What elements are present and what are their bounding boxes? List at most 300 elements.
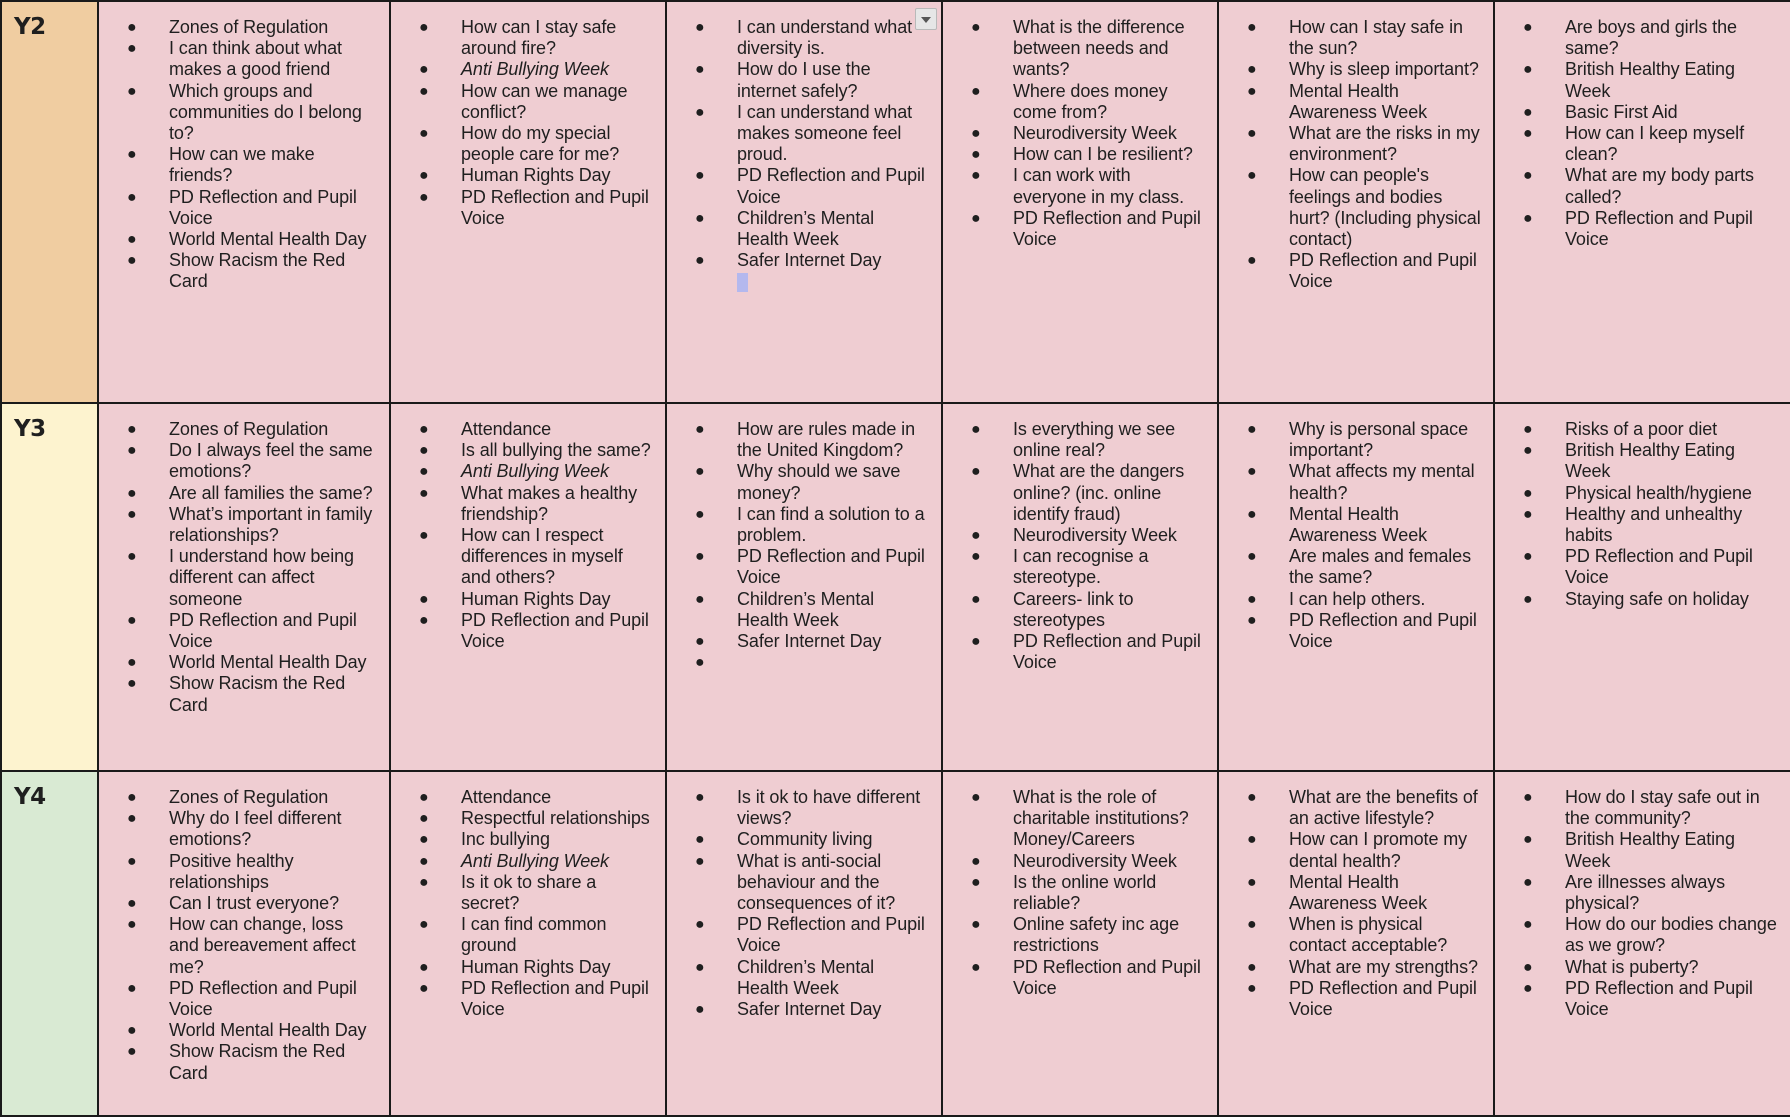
list-item-text: Which groups and communities do I belong to? [169, 80, 362, 144]
list-item [1219, 165, 1481, 250]
topic-cell[interactable] [666, 1, 942, 403]
bullet-icon: ● [971, 209, 981, 227]
list-item-text: Zones of Regulation [169, 17, 329, 37]
list-item [1495, 419, 1778, 440]
bullet-icon: ● [419, 527, 429, 545]
list-item-text: Why should we save money? [737, 461, 901, 503]
bullet-icon: ● [1247, 548, 1257, 566]
topic-cell[interactable] [666, 771, 942, 1116]
text-cursor-highlight [667, 271, 929, 292]
list-item [391, 81, 653, 123]
list-item-text: Show Racism the Red Card [169, 673, 346, 715]
list-item [667, 504, 929, 546]
list-item-text: PD Reflection and Pupil Voice [1565, 546, 1753, 588]
list-item-text: World Mental Health Day [169, 1020, 367, 1041]
bullet-icon: ● [971, 958, 981, 976]
table-row [1, 403, 1790, 771]
bullet-icon: ● [971, 421, 981, 438]
bullet-icon: ● [1523, 442, 1533, 460]
bullet-icon: ● [695, 590, 705, 608]
list-item-text: I understand how being different can affect someone [169, 546, 354, 609]
bullet-icon: ● [127, 505, 137, 523]
list-item [667, 165, 929, 207]
bullet-icon: ● [1247, 979, 1257, 997]
list-item-text: PD Reflection and Pupil Voice [737, 546, 925, 588]
list-item-text: I can work with everyone in my class. [1013, 165, 1184, 207]
list-item-text: Is all bullying the same? [461, 440, 651, 461]
chevron-down-icon[interactable] [915, 8, 937, 30]
list-item [1219, 123, 1481, 165]
list-item-text: Safer Internet Day [737, 631, 882, 652]
bullet-icon: ● [1523, 789, 1533, 806]
topic-list [667, 404, 941, 672]
list-item [391, 851, 653, 872]
list-item [391, 17, 653, 59]
list-item [1219, 610, 1481, 652]
list-item [99, 504, 377, 546]
list-item [1219, 419, 1481, 461]
list-item-text: Respectful relationships [461, 808, 650, 829]
list-item-text: How do I stay safe out in the community? [1565, 787, 1760, 829]
topic-list [391, 2, 665, 229]
list-item-text: How can I promote my dental health? [1289, 829, 1468, 871]
year-cell[interactable] [1, 771, 98, 1116]
list-item-text: What are the risks in my environment? [1289, 123, 1480, 165]
list-item-text: Healthy and unhealthy habits [1565, 503, 1743, 546]
list-item [1495, 165, 1778, 207]
bullet-icon: ● [695, 505, 705, 523]
list-item [99, 610, 377, 652]
list-item-text: What are the dangers online? (inc. online identify fraud) [1013, 461, 1185, 524]
list-item [391, 829, 653, 850]
bullet-icon: ● [127, 231, 137, 249]
bullet-icon: ● [419, 61, 429, 79]
bullet-icon: ● [1523, 167, 1533, 185]
list-item-text: Anti Bullying Week [461, 59, 609, 80]
bullet-icon: ● [695, 167, 705, 185]
bullet-icon: ● [1247, 611, 1257, 629]
list-item-text: How can I stay safe around fire? [461, 17, 617, 59]
list-item [1495, 872, 1778, 914]
topic-list [391, 404, 665, 652]
bullet-icon: ● [419, 916, 429, 934]
list-item [1219, 504, 1481, 546]
bullet-icon: ● [695, 421, 705, 438]
list-item [943, 165, 1205, 207]
list-item [1495, 208, 1778, 250]
list-item-text: Anti Bullying Week [461, 850, 609, 871]
bullet-icon: ● [127, 810, 137, 828]
bullet-icon: ● [971, 852, 981, 870]
list-item-text: How can we make friends? [169, 144, 315, 186]
bullet-icon: ● [695, 463, 705, 481]
bullet-icon: ● [419, 167, 429, 185]
bullet-icon: ● [971, 146, 981, 164]
bullet-icon: ● [695, 789, 705, 806]
list-item [391, 59, 653, 80]
topic-list [1219, 404, 1493, 652]
list-item-text: I can understand what diversity is. [737, 17, 913, 59]
topic-cell[interactable] [942, 1, 1218, 403]
bullet-icon: ● [1523, 916, 1533, 934]
list-item-text: Are all families the same? [169, 482, 373, 503]
table-row [1, 771, 1790, 1116]
bullet-icon: ● [1523, 958, 1533, 976]
bullet-icon: ● [1523, 590, 1533, 608]
bullet-icon: ● [695, 103, 705, 121]
bullet-icon: ● [127, 19, 137, 36]
list-item [391, 808, 653, 829]
bullet-icon: ● [695, 252, 705, 270]
list-item [1219, 829, 1481, 871]
list-item [391, 165, 653, 186]
list-item-text: Is it ok to share a secret? [461, 871, 597, 914]
list-item [1219, 787, 1481, 829]
bullet-icon: ● [127, 421, 137, 438]
list-item-text: Children’s Mental Health Week [737, 956, 875, 998]
list-item-text: Why is sleep important? [1289, 59, 1479, 80]
year-cell[interactable] [1, 403, 98, 771]
list-item-text: What are my strengths? [1289, 956, 1478, 977]
topic-list [99, 404, 389, 716]
topic-list [99, 772, 389, 1084]
list-item [1219, 546, 1481, 588]
bullet-icon: ● [1523, 209, 1533, 227]
list-item-text: Positive healthy relationships [169, 850, 294, 892]
bullet-icon: ● [1247, 61, 1257, 79]
list-item-text: PD Reflection and Pupil Voice [1013, 956, 1201, 998]
bullet-icon: ● [419, 590, 429, 608]
list-item [99, 38, 377, 80]
list-item [667, 829, 929, 850]
topic-list [943, 772, 1217, 999]
bullet-icon: ● [695, 1001, 705, 1019]
topic-cell[interactable] [942, 403, 1218, 771]
bullet-icon: ● [1247, 789, 1257, 806]
bullet-icon: ● [1247, 831, 1257, 849]
bullet-icon: ● [971, 873, 981, 891]
list-item-text: How can I keep myself clean? [1565, 123, 1744, 165]
list-item [99, 483, 377, 504]
list-item [391, 525, 653, 589]
bullet-icon: ● [971, 527, 981, 545]
list-item-text: Safer Internet Day [737, 999, 882, 1020]
bullet-icon: ● [1247, 252, 1257, 270]
list-item [667, 999, 929, 1020]
list-item-text: How do my special people care for me? [461, 123, 620, 165]
bullet-icon: ● [971, 633, 981, 651]
list-item [99, 546, 377, 610]
bullet-icon: ● [971, 548, 981, 566]
list-item-text: Why do I feel different emotions? [169, 808, 342, 850]
bullet-icon: ● [1247, 19, 1257, 36]
list-item [943, 525, 1205, 546]
list-item-text: PD Reflection and Pupil Voice [1565, 207, 1753, 250]
list-item-text: How can I stay safe in the sun? [1289, 17, 1463, 59]
list-item [99, 893, 377, 914]
bullet-icon: ● [419, 484, 429, 502]
topic-list [943, 2, 1217, 250]
topic-list [391, 772, 665, 1020]
topic-list [1495, 772, 1790, 1020]
list-item-text: Where does money come from? [1013, 80, 1168, 122]
bullet-icon: ● [419, 852, 429, 870]
topic-cell[interactable] [390, 1, 666, 403]
bullet-icon: ● [695, 61, 705, 79]
list-item [943, 461, 1205, 525]
bullet-icon: ● [1247, 505, 1257, 523]
bullet-icon: ● [127, 146, 137, 164]
list-item-text: British Healthy Eating Week [1565, 829, 1735, 871]
bullet-icon: ● [1523, 19, 1533, 36]
bullet-icon: ● [1247, 167, 1257, 185]
bullet-icon: ● [695, 831, 705, 849]
list-item [943, 872, 1205, 914]
list-item-text: PD Reflection and Pupil Voice [461, 186, 649, 228]
list-item [667, 787, 929, 829]
list-item-text: PD Reflection and Pupil Voice [1013, 631, 1201, 673]
list-item-text: Basic First Aid [1565, 101, 1678, 122]
bullet-icon: ● [695, 209, 705, 227]
list-item [1219, 957, 1481, 978]
list-item-text: PD Reflection and Pupil Voice [1289, 609, 1477, 652]
list-item [943, 787, 1205, 851]
list-item [943, 208, 1205, 250]
list-item [99, 1020, 377, 1041]
list-item-text: PD Reflection and Pupil Voice [169, 977, 357, 1020]
list-item-text: How do our bodies change as we grow? [1565, 914, 1777, 956]
year-label: Y3 [14, 416, 46, 442]
list-item [1495, 504, 1778, 546]
list-item-text: World Mental Health Day [169, 229, 367, 250]
list-item-text: How can change, loss and bereavement affect me? [169, 914, 356, 977]
bullet-icon: ● [1523, 873, 1533, 891]
topic-cell[interactable] [1494, 403, 1790, 771]
list-item-text: PD Reflection and Pupil Voice [461, 977, 649, 1020]
bullet-icon: ● [695, 916, 705, 934]
list-item [667, 59, 929, 101]
list-item [1495, 17, 1778, 59]
topic-cell[interactable] [1494, 1, 1790, 403]
list-item-text: I can find common ground [461, 914, 607, 956]
topic-list [1495, 404, 1790, 610]
list-item-text: I can understand what makes someone feel proud. [737, 101, 913, 165]
bullet-icon: ● [695, 852, 705, 870]
list-item-text: What is anti-social behaviour and the consequences of it? [737, 850, 896, 914]
list-item [99, 914, 377, 978]
list-item [391, 123, 653, 165]
list-item-text: How can I respect differences in myself and others? [461, 525, 623, 588]
list-item-text: What are the benefits of an active lifestyle? [1289, 787, 1478, 829]
list-item [1495, 483, 1778, 504]
bullet-icon: ● [419, 789, 429, 806]
list-item-text: Can I trust everyone? [169, 893, 339, 914]
list-item-text: British Healthy Eating Week [1565, 440, 1735, 482]
list-item-text: What’s important in family relationships? [169, 503, 373, 546]
topic-cell[interactable] [98, 403, 390, 771]
table-row [1, 1, 1790, 403]
bullet-icon: ● [1523, 125, 1533, 143]
list-item [943, 17, 1205, 81]
list-item [99, 144, 377, 186]
list-item [667, 851, 929, 915]
bullet-icon: ● [1247, 916, 1257, 934]
list-item [943, 631, 1205, 673]
year-label: Y2 [14, 14, 46, 40]
list-item-text: Children’s Mental Health Week [737, 588, 875, 630]
topic-cell[interactable] [666, 403, 942, 771]
list-item-text: PD Reflection and Pupil Voice [169, 186, 357, 228]
bullet-icon: ● [971, 167, 981, 185]
bullet-icon: ● [419, 958, 429, 976]
bullet-icon: ● [127, 548, 137, 566]
list-item-text: Are boys and girls the same? [1565, 17, 1737, 59]
bullet-icon: ● [971, 916, 981, 934]
topic-list [1219, 772, 1493, 1020]
bullet-icon: ● [419, 979, 429, 997]
list-item [391, 461, 653, 482]
list-item [391, 914, 653, 956]
list-item-text: PD Reflection and Pupil Voice [737, 165, 925, 207]
list-item [1219, 17, 1481, 59]
list-item-text: Show Racism the Red Card [169, 1041, 346, 1083]
bullet-icon: ● [419, 810, 429, 828]
bullet-icon: ● [419, 442, 429, 460]
list-item-text: Human Rights Day [461, 588, 611, 609]
list-item-text: I can find a solution to a problem. [737, 503, 925, 546]
list-item [667, 102, 929, 166]
topic-cell[interactable] [1218, 403, 1494, 771]
topic-list [943, 404, 1217, 673]
list-item-text: What is the role of charitable institutions? Money/Careers [1013, 787, 1189, 850]
list-item [667, 957, 929, 999]
topic-list [1495, 2, 1790, 250]
bullet-icon: ● [695, 633, 705, 651]
list-item [1495, 914, 1778, 956]
bullet-icon: ● [127, 252, 137, 270]
list-item-text: Zones of Regulation [169, 419, 329, 439]
bullet-icon: ● [127, 895, 137, 913]
topic-cell[interactable] [1494, 771, 1790, 1116]
list-item-text: I can help others. [1289, 588, 1426, 609]
list-item [943, 546, 1205, 588]
year-label: Y4 [14, 784, 46, 810]
bullet-icon: ● [1247, 82, 1257, 100]
list-item-text: Neurodiversity Week [1013, 123, 1177, 144]
list-item [391, 610, 653, 652]
list-item-text: PD Reflection and Pupil Voice [1289, 250, 1477, 292]
list-item-text: Staying safe on holiday [1565, 588, 1749, 609]
list-item [391, 187, 653, 229]
list-item [1495, 978, 1778, 1020]
list-item [1219, 461, 1481, 503]
bullet-icon: ● [1523, 61, 1533, 79]
list-item [1219, 978, 1481, 1020]
topic-list [667, 772, 941, 1020]
list-item-text: Risks of a poor diet [1565, 419, 1718, 439]
list-item [667, 589, 929, 631]
topic-cell[interactable] [390, 403, 666, 771]
list-item-text: Zones of Regulation [169, 787, 329, 807]
topic-list [99, 2, 389, 293]
bullet-icon: ● [127, 442, 137, 460]
topic-cell[interactable] [390, 771, 666, 1116]
topic-cell[interactable] [1218, 1, 1494, 403]
list-item [99, 652, 377, 673]
bullet-icon: ● [1523, 103, 1533, 121]
list-item-text: What makes a healthy friendship? [461, 482, 638, 524]
list-item [1495, 546, 1778, 588]
list-item [1495, 102, 1778, 123]
list-item [667, 546, 929, 588]
list-item-text: PD Reflection and Pupil Voice [1565, 977, 1753, 1020]
list-item-text: Show Racism the Red Card [169, 250, 346, 292]
list-item-text: How can we manage conflict? [461, 80, 628, 122]
list-item [99, 440, 377, 482]
topic-cell[interactable] [1218, 771, 1494, 1116]
list-item-text: PD Reflection and Pupil Voice [1289, 977, 1477, 1020]
list-item-text: Is everything we see online real? [1013, 419, 1176, 461]
list-item [99, 81, 377, 145]
list-item [99, 851, 377, 893]
list-item-text: Attendance [461, 419, 552, 439]
list-item-text: I can think about what makes a good friend [169, 38, 342, 80]
bullet-icon: ● [127, 916, 137, 934]
list-item [391, 483, 653, 525]
list-item-text: Physical health/hygiene [1565, 482, 1752, 503]
list-item-text: What are my body parts called? [1565, 165, 1754, 207]
bullet-icon: ● [1523, 548, 1533, 566]
list-item-text: How can people's feelings and bodies hurt? (Including physical contact) [1289, 165, 1481, 250]
topic-cell[interactable] [98, 1, 390, 403]
bullet-icon: ● [419, 19, 429, 36]
list-item [1219, 59, 1481, 80]
list-item-text: Attendance [461, 787, 552, 807]
list-item-text: Is the online world reliable? [1013, 871, 1157, 914]
bullet-icon: ● [127, 789, 137, 806]
year-cell[interactable] [1, 1, 98, 403]
list-item [667, 914, 929, 956]
list-item-text: Is it ok to have different views? [737, 787, 921, 829]
list-item [99, 978, 377, 1020]
list-item-text: Community living [737, 829, 873, 850]
list-item [391, 872, 653, 914]
bullet-icon: ● [1523, 484, 1533, 502]
bullet-icon: ● [127, 484, 137, 502]
bullet-icon: ● [127, 654, 137, 672]
topic-cell[interactable] [98, 771, 390, 1116]
list-item-text: World Mental Health Day [169, 652, 367, 673]
topic-cell[interactable] [942, 771, 1218, 1116]
bullet-icon: ● [1247, 590, 1257, 608]
list-item-text: Children’s Mental Health Week [737, 207, 875, 250]
list-item [99, 673, 377, 715]
bullet-icon: ● [695, 958, 705, 976]
bullet-icon: ● [127, 188, 137, 206]
bullet-icon: ● [419, 873, 429, 891]
bullet-icon: ● [127, 82, 137, 100]
list-item [943, 851, 1205, 872]
list-item [99, 419, 377, 440]
bullet-icon: ● [1247, 873, 1257, 891]
bullet-icon: ● [1523, 831, 1533, 849]
list-item [391, 589, 653, 610]
list-item-text: Mental Health Awareness Week [1289, 871, 1428, 914]
list-item [391, 787, 653, 808]
list-item-text: Human Rights Day [461, 956, 611, 977]
list-item [1495, 589, 1778, 610]
list-item-text: PD Reflection and Pupil Voice [169, 609, 357, 652]
